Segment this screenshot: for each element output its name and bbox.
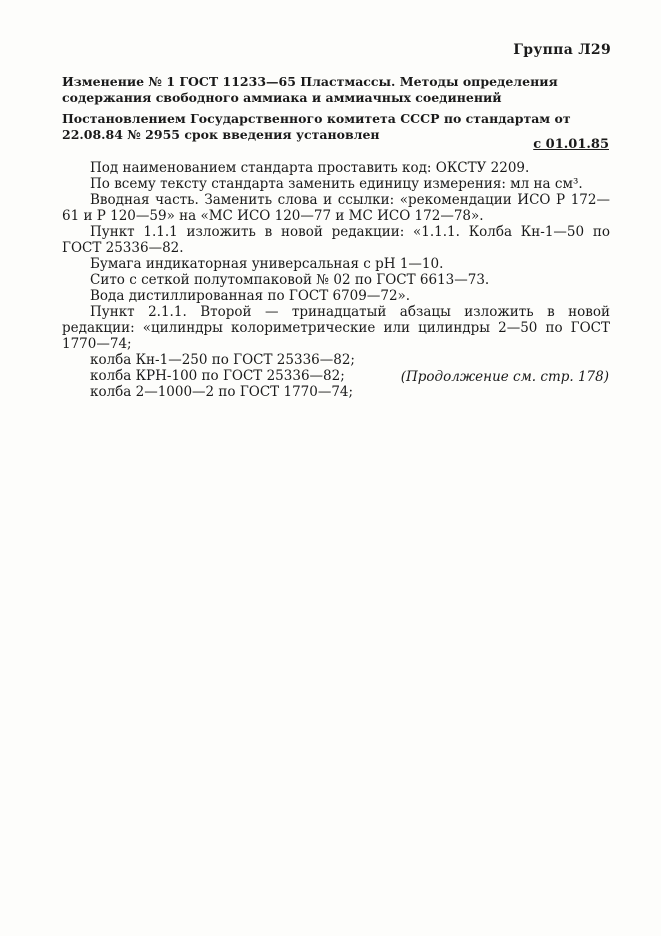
continuation-note: (Продолжение см. стр. 178) [400,369,609,385]
amendment-title: Изменение № 1 ГОСТ 11233—65 Пластмассы. Методы определения содержания свободного аммиака и аммиачных соединений [62,74,558,105]
paragraph: Пункт 2.1.1. Второй — тринадцатый абзацы изложить в новой редакции: «цилиндры колориметрические или цилиндры 2—50 по ГОСТ 1770—74; [62,304,610,352]
paragraph: Вводная часть. Заменить слова и ссылки: «рекомендации ИСО Р 172—61 и Р 120—59» на «МС ИСО 120—77 и МС ИСО 172—78». [62,192,610,224]
paragraph: колба Кн-1—250 по ГОСТ 25336—82; [90,352,355,368]
group-code: Группа Л29 [513,42,611,58]
paragraph: Пункт 1.1.1 изложить в новой редакции: «1.1.1. Колба Кн-1—50 по ГОСТ 25336—82. [62,224,610,256]
document-body [62,160,610,400]
paragraph: Под наименованием стандарта проставить код: ОКСТУ 2209. [90,160,530,176]
paragraph: По всему тексту стандарта заменить единицу измерения: мл на см³. [90,176,583,192]
paragraph: Сито с сеткой полутомпаковой № 02 по ГОСТ 6613—73. [90,272,490,288]
decree-line: Постановлением Государственного комитета СССР по стандартам от 22.08.84 № 2955 срок введения установлен [62,111,571,142]
paragraph: Бумага индикаторная универсальная с рН 1—10. [90,256,444,272]
paragraph: колба КРН-100 по ГОСТ 25336—82; [90,368,345,384]
paragraph: колба 2—1000—2 по ГОСТ 1770—74; [90,384,354,400]
paragraph: Вода дистиллированная по ГОСТ 6709—72». [90,288,411,304]
effective-date: с 01.01.85 [533,137,609,152]
